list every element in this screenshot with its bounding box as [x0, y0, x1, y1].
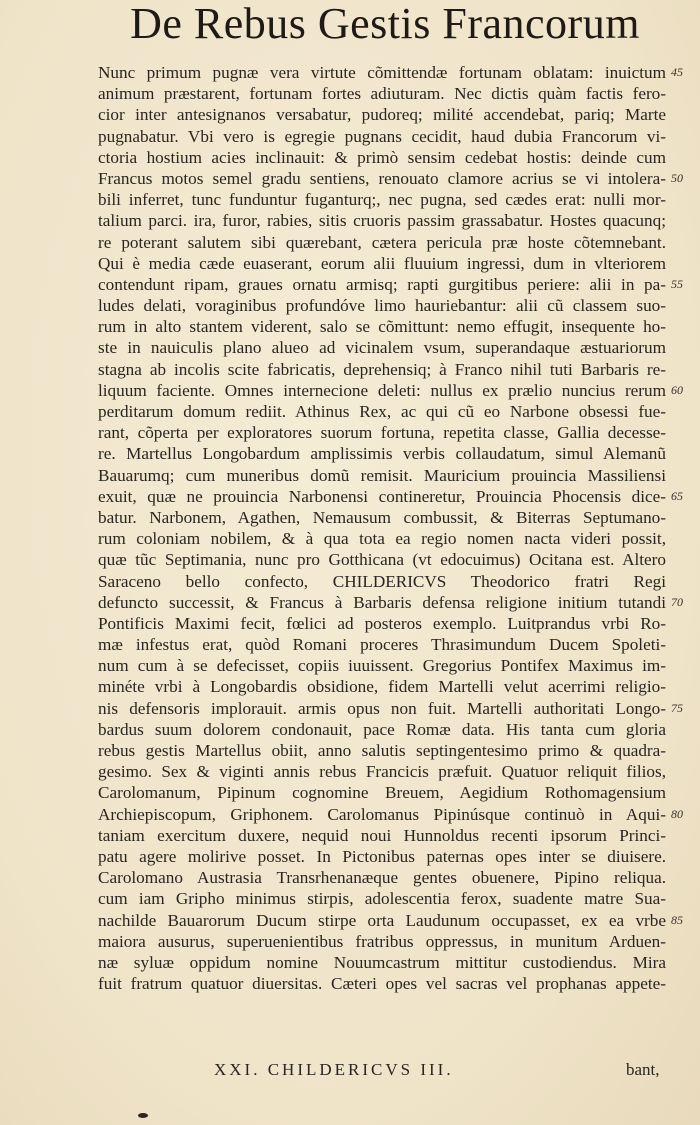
- margin-line-number: 80: [671, 807, 683, 821]
- text-line: Carolomanum, Pipinum cognomine Breuem, Aegidium Rothomagensium: [98, 783, 666, 803]
- running-title: XXI. CHILDERICVS III.: [214, 1060, 454, 1079]
- margin-line-number: 45: [671, 65, 683, 79]
- text-line: bardus suum dolorem condonauit, pace Romæ data. His tanta cum gloria: [98, 719, 666, 739]
- margin-line-number: 65: [671, 489, 683, 503]
- text-line: cum iam Gripho minimus stirpis, adolescentia ferox, suadente matre Sua-: [98, 889, 666, 909]
- text-line: quæ tũc Septimania, nunc pro Gotthicana (vt edocuimus) Ocitana est. Altero: [98, 550, 666, 570]
- text-line: fuit fratrum quatuor diuersitas. Cæteri opes vel sacras vel prophanas appete-: [98, 974, 666, 994]
- main-text: [98, 62, 666, 994]
- text-line: num cum à se defecisset, copiis iuuissent. Gregorius Pontifex Maximus im-: [98, 656, 666, 676]
- text-line: maiora ausurus, superuenientibus fratribus oppressus, in munitum Arduen-: [98, 931, 666, 951]
- text-line: Bauarumq; cum muneribus domũ remisit. Mauricium prouincia Massiliensi: [98, 465, 666, 485]
- text-line: stagna ab incolis scite fabricatis, deprehensiq; à Franco nihil tuti Barbaris re-: [98, 359, 666, 379]
- margin-line-number: 55: [671, 277, 683, 291]
- text-line: animum præstarent, fortunam fortes adiuturam. Nec dictis quàm factis fero-: [98, 84, 666, 104]
- text-line: contendunt ripam, graues ornatu armisq; rapti gurgitibus periere: alii in pa-: [98, 274, 666, 294]
- text-line: patu agere molirive posset. In Pictonibus paternas opes inter se diuisere.: [98, 846, 666, 866]
- text-line: gesimo. Sex & viginti annis rebus Francicis præfuit. Quatuor reliquit filios,: [98, 762, 666, 782]
- text-line: batur. Narbonem, Agathen, Nemausum combussit, & Biterras Septumano-: [98, 507, 666, 527]
- text-line: Nunc primum pugnæ vera virtute cõmittendæ fortunam oblatam: inuictum: [98, 63, 666, 82]
- text-line: cior inter antesignanos versabatur, pudoreq; milité accendebat, pariq; Marte: [98, 105, 666, 125]
- ink-blot-mark: [138, 1113, 148, 1118]
- text-line: minéte vrbi à Longobardis obsidione, fidem Martelli velut acerrimi religio-: [98, 677, 666, 697]
- text-line: næ syluæ oppidum nomine Nouumcastrum mittitur custodiendus. Mira: [98, 952, 666, 972]
- catchword: bant,: [626, 1060, 660, 1079]
- text-line: rum in alto stantem viderent, salo se cõmittunt: nemo effugit, insequente ho-: [98, 317, 666, 337]
- text-line: pugnabatur. Vbi vero is egregie pugnans cecidit, haud dubia Francorum vi-: [98, 126, 666, 146]
- text-line: exuit, quæ ne prouincia Narbonensi contineretur, Prouincia Phocensis dice-: [98, 486, 666, 506]
- text-line: liquum faciente. Omnes internecione deleti: nullus ex prælio nuncius rerum: [98, 380, 666, 400]
- text-line: mæ infestus erat, quòd Romani proceres Thrasimundum Ducem Spoleti-: [98, 635, 666, 655]
- text-line: re. Martellus Longobardum amplissimis verbis collaudatum, simul Alemanũ: [98, 444, 666, 464]
- text-line: ste in nauiculis plano alueo ad vicinalem vsum, superandaque æstuariorum: [98, 338, 666, 358]
- margin-line-number: 70: [671, 595, 683, 609]
- text-line: perditarum domum rediit. Athinus Rex, ac qui cũ eo Narbone obsessi fue-: [98, 402, 666, 421]
- page-title: De Rebus Gestis Francorum: [130, 0, 640, 48]
- text-line: rum coloniam nobilem, & à qua tota ea regio nomen nacta videri possit,: [98, 529, 666, 549]
- text-line: rant, cõperta per exploratores suorum fortuna, repetita classe, Gallia decesse-: [98, 423, 666, 443]
- text-line: taniam exercitum duxere, nequid noui Hunnoldus recenti ipsorum Princi-: [98, 825, 666, 845]
- text-line: nis defensoris implorauit. armis opus non fuit. Martelli authoritati Longo-: [98, 698, 666, 718]
- text-line: defuncto successit, & Francus à Barbaris defensa religione initium tutandi: [98, 592, 666, 612]
- text-line: rebus gestis Martellus obiit, anno salutis septingentesimo primo & quadra-: [98, 741, 666, 760]
- text-line: talium parci. ira, furor, rabies, sitis cruoris passim grassabatur. Hostes quacunq;: [98, 211, 666, 231]
- text-line: Qui è media cæde euaserant, eorum alii fluuium ingressi, dum in vlteriorem: [98, 253, 666, 273]
- text-line: Saraceno bello confecto, CHILDERICVS Theodorico fratri Regi: [98, 571, 666, 591]
- text-line: ctoria hostium acies inclinauit: & primò sensim cedebat hostis: deinde cum: [98, 147, 666, 167]
- text-line: nachilde Bauarorum Ducum stirpe orta Laudunum occupasset, ex ea vrbe: [98, 910, 666, 930]
- text-line: Carolomano Austrasia Transrhenanæque gentes obuenere, Pipino reliqua.: [98, 868, 666, 888]
- text-line: Pontificis Maximi fecit, fœlici ad posteros exemplo. Luitprandus vrbi Ro-: [98, 613, 666, 633]
- text-line: Archiepiscopum, Griphonem. Carolomanus Pipinúsque continuò in Aqui-: [98, 804, 666, 824]
- margin-line-number: 50: [671, 171, 683, 185]
- margin-line-number: 60: [671, 383, 683, 397]
- margin-line-number: 85: [671, 913, 683, 927]
- margin-line-number: 75: [671, 701, 683, 715]
- text-line: Francus motos semel gradu sentiens, renouato clamore acrius se vi intolera-: [98, 168, 666, 188]
- text-line: bili inferret, tunc funduntur fuganturq;, nec pugna, sed cædes erat: nulli mor-: [98, 190, 666, 210]
- text-line: re poterant salutem sibi quærebant, cætera pericula præ hoste cõtemnebant.: [98, 232, 666, 252]
- text-line: ludes delati, voraginibus profundóve limo hauriebantur: alii cũ classem suo-: [98, 296, 666, 316]
